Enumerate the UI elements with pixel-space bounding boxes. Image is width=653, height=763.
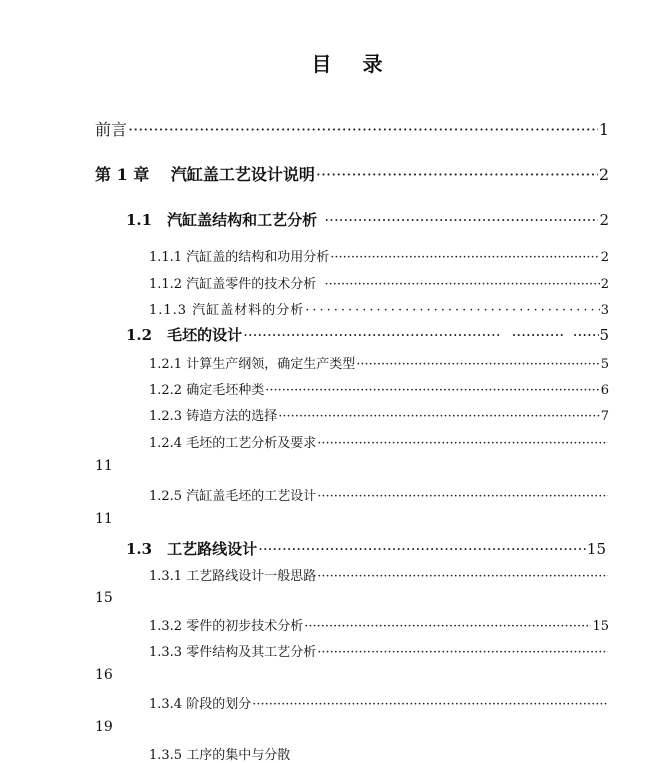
toc-page-number: 2 [600,277,609,292]
toc-entry-1-2-1[interactable] [149,353,609,372]
toc-page-number: 2 [598,165,609,184]
toc-entry-label: 1.2.5 汽缸盖毛坯的工艺设计 [149,489,317,504]
leader-dots [325,277,600,292]
toc-entry-chapter-1[interactable] [95,162,609,185]
toc-page-number: 6 [600,383,609,398]
leader-dots [258,540,586,558]
leader-dots [305,303,600,318]
leader-dots [304,619,591,634]
leader-dots [265,383,600,398]
toc-entry-label: 1.3.3 零件结构及其工艺分析 [149,645,317,660]
toc-entry-label: 1.1.1 汽缸盖的结构和功用分析 [149,250,330,265]
toc-entry-1-3-1[interactable] [149,565,609,584]
toc-page-number: 15 [592,619,609,634]
toc-entry-label: 1.2.2 确定毛坯种类 [149,383,265,398]
leader-dots [317,489,608,504]
toc-entry-1-3-5[interactable] [149,744,609,763]
leader-dots [330,250,600,265]
toc-entry-1-3[interactable] [126,538,606,559]
leader-dots [252,697,608,712]
toc-page-number: 7 [600,409,609,424]
toc-entry-1-1-2[interactable] [149,273,609,292]
toc-entry-label: 前言 [95,120,128,139]
leader-dots [128,120,598,139]
toc-entry-label: 1.3.1 工艺路线设计一般思路 [149,569,317,584]
toc-entry-1-1-3[interactable] [149,299,609,318]
toc-entry-1-1[interactable] [126,209,609,230]
toc-entry-1-2-3[interactable] [149,405,609,424]
leader-dots [317,645,608,660]
toc-page-number: 3 [600,303,609,318]
toc-entry-label: 1.1.2 汽缸盖零件的技术分析 [149,277,317,292]
leader-dots [356,357,600,372]
toc-entry-label: 1.3.2 零件的初步技术分析 [149,619,304,634]
leader-dots [278,409,600,424]
toc-entry-1-3-3[interactable] [149,641,609,660]
toc-page-number: 5 [600,357,609,372]
leader-dots [316,165,598,184]
toc-page-number: 15 [586,540,606,558]
toc-entry-1-1-1[interactable] [149,246,609,265]
toc-entry-1-2-5[interactable] [149,485,609,504]
toc-entry-1-2-4[interactable] [149,432,609,451]
toc-page-number: 1 [598,120,609,139]
leader-dots [324,211,598,229]
leader-dots [317,436,608,451]
toc-entry-label: 1.3 工艺路线设计 [126,540,258,558]
toc-entry-label: 1.1 汽缸盖结构和工艺分析 [126,211,318,229]
toc-entry-preface[interactable] [95,117,609,140]
leader-dots [243,326,501,344]
toc-entry-1-3-4[interactable] [149,693,609,712]
toc-entry-1-2[interactable] [126,324,609,345]
toc-page-number: 5 [599,326,609,344]
toc-page-number: 11 [95,511,113,527]
toc-entry-label: 第 1 章 汽缸盖工艺设计说明 [95,165,315,184]
toc-page-number: 16 [95,667,113,683]
toc-entry-1-2-2[interactable] [149,379,609,398]
toc-page-number: 2 [600,250,609,265]
toc-entry-label: 1.2.1 计算生产纲领，确定生产类型 [149,357,356,372]
page-title: 目 录 [311,52,395,76]
toc-page-number: 15 [95,590,113,606]
toc-page-number: 2 [599,211,609,229]
leader-dots [573,326,600,344]
toc-entry-label: 1.3.4 阶段的划分 [149,697,252,712]
toc-entry-label: 1.2.4 毛坯的工艺分析及要求 [149,436,317,451]
toc-entry-1-3-2[interactable] [149,615,609,634]
toc-entry-label: 1.1.3 汽缸盖材料的分析 [149,303,305,318]
toc-entry-label: 1.2 毛坯的设计 [126,326,243,344]
toc-entry-label: 1.3.5 工序的集中与分散 [149,748,291,763]
toc-page-number: 11 [95,458,113,474]
toc-entry-label: 1.2.3 铸造方法的选择 [149,409,278,424]
leader-dots [317,569,608,584]
leader-dots [512,326,565,344]
toc-page-number: 19 [95,719,113,735]
